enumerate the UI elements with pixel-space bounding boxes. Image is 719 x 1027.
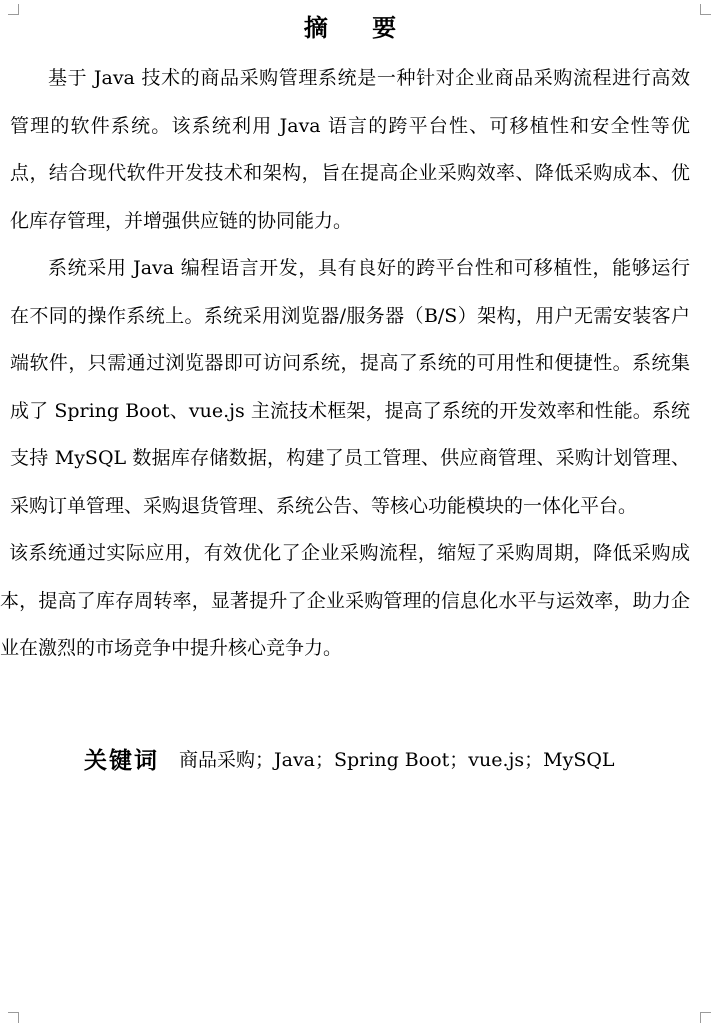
abstract-paragraph-2: 系统采用 Java 编程语言开发，具有良好的跨平台性和可移植性，能够运行在不同的操作系统上。系统采用浏览器/服务器（B/S）架构，用户无需安装客户端软件，只需通过浏览器即可访问系统，提高了系统的可用性和便捷性。系统集成了 Spring Boot、vue.js 主流技术框架，提高了系统的开发效率和性能。系统支持 MySQL 数据库存储数据，构建了员工管理、供应商管理、采购计划管理、采购订单管理、采购退货管理、系统公告、等核心功能模块的一体化平台。 xyxy=(10,257,690,517)
crop-mark-bottom-left xyxy=(8,1012,19,1023)
abstract-paragraph-1: 基于 Java 技术的商品采购管理系统是一种针对企业商品采购流程进行高效管理的软件系统。该系统利用 Java 语言的跨平台性、可移植性和安全性等优点，结合现代软件开发技术和架构，旨在提高企业采购效率、降低采购成本、优化库存管理，并增强供应链的协同能力。 xyxy=(10,67,690,232)
keywords-line xyxy=(84,742,615,775)
keywords-label: 关键词 xyxy=(84,748,159,774)
crop-mark-bottom-right xyxy=(700,1012,711,1023)
abstract-title: 摘 要 xyxy=(303,14,415,42)
abstract-paragraph-3: 该系统通过实际应用，有效优化了企业采购流程，缩短了采购周期，降低采购成本，提高了库存周转率，显著提升了企业采购管理的信息化水平与运效率，助力企业在激烈的市场竞争中提升核心竞争力。 xyxy=(0,542,690,659)
keywords-text: 商品采购；Java；Spring Boot；vue.js；MySQL xyxy=(179,749,615,771)
crop-mark-top-right xyxy=(700,4,711,15)
